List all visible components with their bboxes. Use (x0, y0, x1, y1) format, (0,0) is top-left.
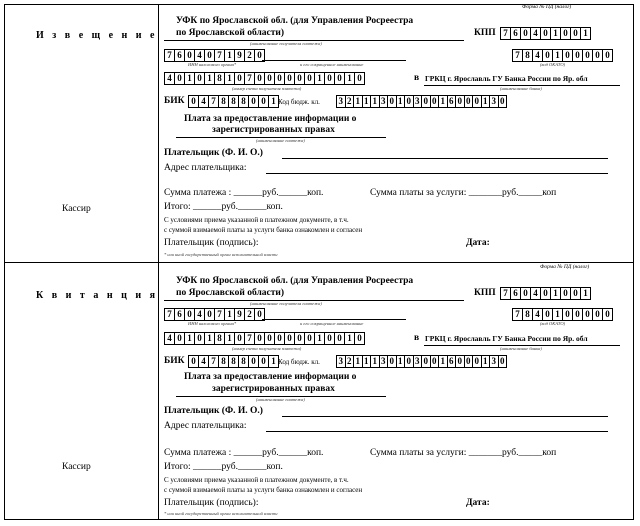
digit-cell: 0 (334, 72, 345, 85)
digit-cell: 1 (396, 355, 406, 368)
bik-label: БИК (164, 96, 185, 106)
inn-cells (164, 308, 265, 321)
digit-cell: 0 (254, 308, 265, 321)
digit-cell: 9 (234, 49, 245, 62)
digit-cell: 8 (228, 95, 239, 108)
digit-cell: 0 (248, 95, 259, 108)
payer-underline (282, 416, 608, 417)
digit-cell: 1 (362, 95, 372, 108)
digit-cell: 0 (254, 72, 265, 85)
digit-cell: 0 (188, 355, 199, 368)
digit-cell: 8 (218, 355, 229, 368)
digit-cell: 0 (592, 308, 603, 321)
digit-cell: 0 (184, 49, 195, 62)
digit-cell: 0 (387, 95, 397, 108)
digit-cell: 0 (542, 49, 553, 62)
digit-cell: 1 (353, 95, 363, 108)
account-cells (164, 332, 365, 345)
digit-cell: 1 (370, 355, 380, 368)
digit-cell: 0 (472, 355, 482, 368)
digit-cell: 1 (550, 287, 561, 300)
address-underline (266, 173, 608, 174)
digit-cell: 0 (542, 308, 553, 321)
digit-cell: 3 (379, 95, 389, 108)
digit-cell: 0 (174, 72, 185, 85)
digit-cell: 0 (602, 49, 613, 62)
digit-cell: 1 (481, 95, 491, 108)
digit-cell: 0 (562, 308, 573, 321)
digit-cell: 0 (455, 355, 465, 368)
digit-cell: 0 (324, 72, 335, 85)
digit-cell: 1 (552, 49, 563, 62)
inn-caption: ИНН налогового органа* (188, 321, 237, 326)
digit-cell: 4 (530, 27, 541, 40)
digit-cell: 0 (421, 95, 431, 108)
digit-cell: 4 (164, 72, 175, 85)
digit-cell: 6 (510, 27, 521, 40)
digit-cell: 4 (198, 95, 209, 108)
digit-cell: 7 (208, 355, 219, 368)
address-label: Адрес плательщика: (164, 421, 247, 431)
digit-cell: 0 (254, 49, 265, 62)
digit-cell: 1 (344, 332, 355, 345)
digit-cell: 0 (234, 332, 245, 345)
digit-cell: 1 (438, 355, 448, 368)
payer-label: Плательщик (Ф. И. О.) (164, 406, 263, 416)
digit-cell: 0 (324, 332, 335, 345)
digit-cell: 0 (304, 72, 315, 85)
digit-cell: 7 (164, 49, 175, 62)
digit-cell: 0 (174, 332, 185, 345)
cashier-label: Кассир (62, 204, 91, 214)
digit-cell: 3 (379, 355, 389, 368)
digit-cell: 0 (572, 49, 583, 62)
recipient-name: УФК по Ярославской обл. (для Управления Росреестра (176, 276, 414, 286)
total-label: Итого: ______руб.______коп. (164, 202, 283, 212)
footnote: * или иной государственный орган исполнительной власти (164, 511, 278, 516)
terms-text-2: с суммой взимаемой платы за услуги банка ознакомлен и согласен (164, 226, 363, 234)
digit-cell: 7 (244, 72, 255, 85)
signature-label: Плательщик (подпись): (164, 498, 259, 508)
digit-cell: 0 (264, 72, 275, 85)
digit-cell: 7 (512, 49, 523, 62)
digit-cell: 0 (540, 287, 551, 300)
kbk-cells (336, 355, 507, 368)
digit-cell: 1 (362, 355, 372, 368)
cashier-label: Кассир (62, 462, 91, 472)
digit-cell: 8 (218, 95, 229, 108)
digit-cell: 1 (344, 72, 355, 85)
purpose-caption: (наименование платежа) (256, 397, 305, 402)
digit-cell: 0 (258, 355, 269, 368)
fee-label: Сумма платы за услуги: _______руб._____коп (370, 448, 557, 458)
digit-cell: 3 (413, 355, 423, 368)
account-caption: (номер счета получателя платежа) (232, 86, 302, 91)
digit-cell: 2 (244, 49, 255, 62)
digit-cell: 0 (520, 27, 531, 40)
digit-cell: 0 (294, 332, 305, 345)
digit-cell: 0 (194, 72, 205, 85)
digit-cell: 0 (258, 95, 269, 108)
digit-cell: 8 (238, 355, 249, 368)
tax-caption: и его сокращенное наименование (300, 62, 364, 67)
recipient-name-2: по Ярославской области) (176, 288, 285, 298)
inn-cells (164, 49, 265, 62)
okato-caption: (код ОКАТО) (540, 62, 566, 67)
digit-cell: 1 (550, 27, 561, 40)
digit-cell: 0 (455, 95, 465, 108)
digit-cell: 9 (234, 308, 245, 321)
kbk-cells (336, 95, 507, 108)
digit-cell: 0 (602, 308, 613, 321)
digit-cell: 0 (472, 95, 482, 108)
signature-label: Плательщик (подпись): (164, 238, 259, 248)
digit-cell: 1 (184, 332, 195, 345)
recipient-caption: (наименование получателя платежа) (250, 41, 322, 46)
digit-cell: 1 (268, 355, 279, 368)
digit-cell: 0 (194, 332, 205, 345)
digit-cell: 7 (164, 308, 175, 321)
digit-cell: 0 (188, 95, 199, 108)
digit-cell: 0 (204, 49, 215, 62)
footnote: * или иной государственный орган исполнительной власти (164, 252, 278, 257)
bank-name: ГРКЦ г. Ярославль ГУ Банка России по Яр. обл (425, 334, 588, 343)
terms-text-2: с суммой взимаемой платы за услуги банка ознакомлен и согласен (164, 486, 363, 494)
terms-text: С условиями приема указанной в платежном документе, в т.ч. (164, 216, 349, 224)
digit-cell: 1 (580, 287, 591, 300)
receipt-title: К в и т а н ц и я (36, 290, 159, 301)
bik-cells (188, 95, 279, 108)
okato-cells (512, 49, 613, 62)
digit-cell: 0 (520, 287, 531, 300)
form-number-note: Форма № ПД (налог) (522, 4, 572, 10)
digit-cell: 1 (204, 72, 215, 85)
payer-label: Плательщик (Ф. И. О.) (164, 148, 263, 158)
digit-cell: 7 (244, 332, 255, 345)
recipient-caption: (наименование получателя платежа) (250, 301, 322, 306)
digit-cell: 4 (194, 49, 205, 62)
digit-cell: 3 (489, 355, 499, 368)
digit-cell: 0 (284, 72, 295, 85)
digit-cell: 4 (532, 308, 543, 321)
digit-cell: 0 (421, 355, 431, 368)
digit-cell: 1 (481, 355, 491, 368)
digit-cell: 4 (164, 332, 175, 345)
digit-cell: 0 (582, 308, 593, 321)
digit-cell: 0 (184, 308, 195, 321)
digit-cell: 0 (274, 332, 285, 345)
digit-cell: 0 (294, 72, 305, 85)
date-label: Дата: (466, 238, 490, 248)
digit-cell: 0 (540, 27, 551, 40)
section-divider (4, 262, 634, 263)
fee-label: Сумма платы за услуги: _______руб._____коп (370, 188, 557, 198)
bank-in: в (414, 333, 420, 343)
digit-cell: 0 (387, 355, 397, 368)
bank-in: в (414, 73, 420, 83)
digit-cell: 1 (184, 72, 195, 85)
digit-cell: 4 (532, 49, 543, 62)
digit-cell: 1 (314, 72, 325, 85)
kbk-label: Код бюдж. кл. (278, 98, 320, 106)
digit-cell: 3 (336, 95, 346, 108)
bik-label: БИК (164, 356, 185, 366)
digit-cell: 4 (198, 355, 209, 368)
digit-cell: 0 (498, 355, 508, 368)
address-underline (266, 431, 608, 432)
digit-cell: 0 (234, 72, 245, 85)
digit-cell: 0 (464, 355, 474, 368)
digit-cell: 2 (345, 355, 355, 368)
digit-cell: 1 (552, 308, 563, 321)
inn-caption: ИНН налогового органа* (188, 62, 237, 67)
digit-cell: 6 (447, 355, 457, 368)
digit-cell: 1 (353, 355, 363, 368)
payer-underline (282, 158, 608, 159)
recipient-name: УФК по Ярославской обл. (для Управления Росреестра (176, 16, 414, 26)
digit-cell: 4 (194, 308, 205, 321)
purpose-caption: (наименование платежа) (256, 138, 305, 143)
digit-cell: 0 (570, 27, 581, 40)
payment-purpose-2: зарегистрированных правах (212, 384, 335, 394)
digit-cell: 0 (572, 308, 583, 321)
tax-name-underline (262, 60, 406, 61)
terms-text: С условиями приема указанной в платежном документе, в т.ч. (164, 476, 349, 484)
digit-cell: 0 (354, 332, 365, 345)
digit-cell: 1 (580, 27, 591, 40)
digit-cell: 4 (530, 287, 541, 300)
digit-cell: 8 (522, 49, 533, 62)
sum-label: Сумма платежа : ______руб.______коп. (164, 188, 324, 198)
digit-cell: 6 (174, 308, 185, 321)
digit-cell: 7 (214, 308, 225, 321)
payment-purpose: Плата за предоставление информации о (184, 372, 357, 382)
digit-cell: 0 (582, 49, 593, 62)
kpp-cells (500, 27, 591, 40)
digit-cell: 1 (204, 332, 215, 345)
digit-cell: 1 (396, 95, 406, 108)
recipient-name-2: по Ярославской области) (176, 28, 285, 38)
digit-cell: 0 (560, 27, 571, 40)
digit-cell: 7 (214, 49, 225, 62)
digit-cell: 0 (264, 332, 275, 345)
digit-cell: 0 (354, 72, 365, 85)
digit-cell: 0 (562, 49, 573, 62)
okato-cells (512, 308, 613, 321)
kpp-cells (500, 287, 591, 300)
digit-cell: 8 (228, 355, 239, 368)
digit-cell: 7 (512, 308, 523, 321)
digit-cell: 0 (334, 332, 345, 345)
digit-cell: 1 (224, 308, 235, 321)
digit-cell: 8 (522, 308, 533, 321)
digit-cell: 8 (214, 72, 225, 85)
bank-name: ГРКЦ г. Ярославль ГУ Банка России по Яр. обл (425, 74, 588, 83)
kpp-label: КПП (474, 288, 496, 298)
digit-cell: 1 (438, 95, 448, 108)
sum-label: Сумма платежа : ______руб.______коп. (164, 448, 324, 458)
digit-cell: 0 (254, 332, 265, 345)
tax-name-underline (262, 319, 406, 320)
digit-cell: 0 (570, 287, 581, 300)
digit-cell: 3 (336, 355, 346, 368)
digit-cell: 3 (489, 95, 499, 108)
kbk-label: Код бюдж. кл. (278, 358, 320, 366)
payment-purpose-2: зарегистрированных правах (212, 125, 335, 135)
payment-purpose: Плата за предоставление информации о (184, 114, 357, 124)
digit-cell: 0 (204, 308, 215, 321)
digit-cell: 0 (304, 332, 315, 345)
digit-cell: 1 (370, 95, 380, 108)
account-cells (164, 72, 365, 85)
digit-cell: 1 (224, 332, 235, 345)
digit-cell: 0 (274, 72, 285, 85)
digit-cell: 6 (174, 49, 185, 62)
digit-cell: 7 (500, 27, 511, 40)
account-caption: (номер счета получателя платежа) (232, 346, 302, 351)
digit-cell: 0 (248, 355, 259, 368)
digit-cell: 0 (284, 332, 295, 345)
digit-cell: 0 (430, 355, 440, 368)
digit-cell: 0 (430, 95, 440, 108)
digit-cell: 2 (244, 308, 255, 321)
digit-cell: 6 (510, 287, 521, 300)
digit-cell: 8 (238, 95, 249, 108)
address-label: Адрес плательщика: (164, 163, 247, 173)
total-label: Итого: ______руб.______коп. (164, 462, 283, 472)
digit-cell: 1 (268, 95, 279, 108)
tax-caption: и его сокращенное наименование (300, 321, 364, 326)
okato-caption: (код ОКАТО) (540, 321, 566, 326)
bank-caption: (наименование банка) (500, 346, 542, 351)
kpp-label: КПП (474, 28, 496, 38)
digit-cell: 1 (224, 49, 235, 62)
digit-cell: 0 (592, 49, 603, 62)
digit-cell: 6 (447, 95, 457, 108)
digit-cell: 0 (464, 95, 474, 108)
bank-caption: (наименование банка) (500, 86, 542, 91)
digit-cell: 2 (345, 95, 355, 108)
digit-cell: 0 (498, 95, 508, 108)
digit-cell: 8 (214, 332, 225, 345)
digit-cell: 0 (560, 287, 571, 300)
digit-cell: 0 (404, 95, 414, 108)
digit-cell: 1 (314, 332, 325, 345)
digit-cell: 1 (224, 72, 235, 85)
digit-cell: 7 (208, 95, 219, 108)
notice-title: И з в е щ е н и е (36, 30, 158, 41)
date-label: Дата: (466, 498, 490, 508)
digit-cell: 3 (413, 95, 423, 108)
form-number-note: Форма № ПД (налог) (540, 264, 590, 270)
bik-cells (188, 355, 279, 368)
digit-cell: 0 (404, 355, 414, 368)
digit-cell: 7 (500, 287, 511, 300)
